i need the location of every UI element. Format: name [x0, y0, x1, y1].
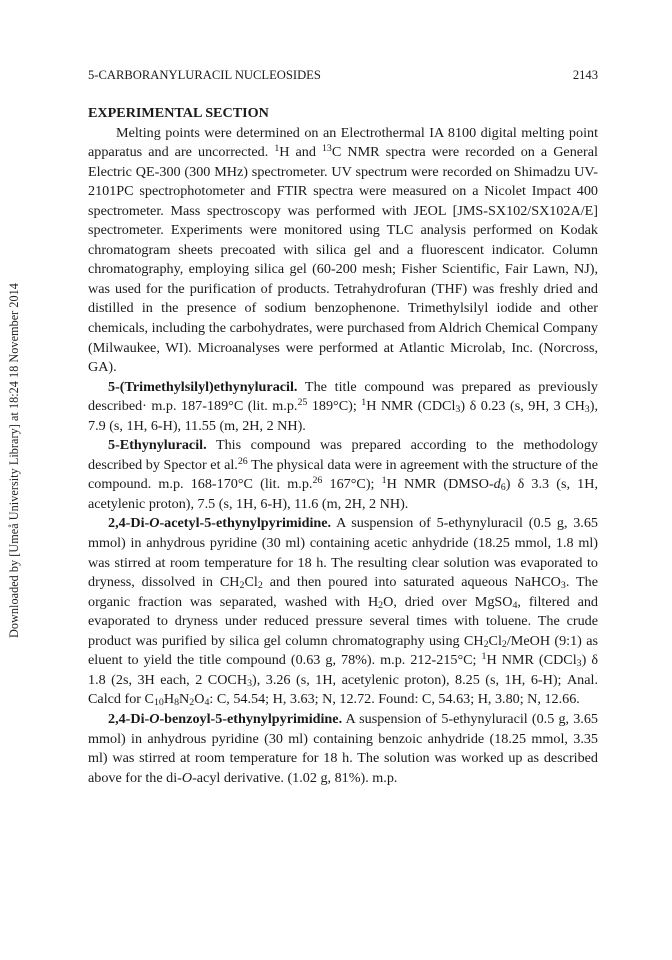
- paragraph-trimethylsilylethynyluracil: 5-(Trimethylsilyl)ethynyluracil. The title compound was prepared as previously described· m.p. 187-189°C (lit. m.p.$^{25}$ 189°C); $^1$H NMR (CDCl$_3$) δ 0.23 (s, 9H, 3 $CH_3$), 7.9 (s, 1H, 6-H), 11.55 (m, 2H, 2 NH).: [88, 378, 598, 434]
- running-title: 5-CARBORANYLURACIL NUCLEOSIDES: [88, 68, 321, 82]
- paragraph-diacetyl-ethynylpyrimidine: 2,4-Di-O-acetyl-5-ethynylpyrimidine. A suspension of 5-ethynyluracil (0.5 g, 3.65 mmol) in anhydrous pyridine (30 ml) containing acetic anhydride (18.25 mmol, 1.8 ml) was stirred at room temperature for 18 h. The resulting clear solution was evaporated to dryness, dissolved in $CH_2Cl_2$ and then poured into saturated aqueous NaHCO$_3$. The organic fraction was separated, washed with $H_2O$, dried over MgSO$_4$, filtered and evaporated to dryness under reduced pressure several times with toluene. The crude product was purified by silica gel column chromatography using $CH_2Cl_2$/MeOH (9:1) as eluent to yield the title compound (0.63 g, 78%). m.p. 212-215°C; $^1$H NMR (CDCl$_3$) δ 1.8 (2s, 3H each, 2 $COCH_3$), 3.26 (s, 1H, acetylenic proton), 8.25 (s, 1H, 6-H); Anal. Calcd for $C_{10}H_8N_2O_4$: C, 54.54; H, 3.63; N, 12.72. Found: C, 54.63; H, 3.80; N, 12.66.: [88, 515, 598, 709]
- compound-title: 5-Ethynyluracil.: [108, 437, 207, 454]
- compound-title: 2,4-Di-O-acetyl-5-ethynylpyrimidine.: [108, 515, 332, 532]
- paragraph-experimental-methods: Melting points were determined on an Electrothermal IA 8100 digital melting point apparatus and are uncorrected. $^1$H and $^{13}$C NMR spectra were recorded on a General Electric QE-300 (300 MHz) spectrometer. UV spectrum were recorded on Shimadzu UV-2101PC spectrophotometer and FTIR spectra were measured on a Nicolet Impact 400 spectrometer. Mass spectroscopy was performed with JEOL [JMS-SX102/SX102A/E] spectrometer. Experiments were monitored using TLC analysis performed on Kodak chromatogram sheets precoated with silica gel and a fluorescent indicator. Column chromatography, employing silica gel (60-200 mesh; Fisher Scientific, Fair Lawn, NJ), was used for the purification of products. Tetrahydrofuran (THF) was freshly dried and distilled in the presence of sodium benzophenone. Trimethylsilyl iodide and other chemicals, including the carbohydrates, were purchased from Aldrich Chemical Company (Milwaukee, WI). Microanalyses were performed at Atlantic Microlab, Inc. (Norcross, GA).: [88, 124, 598, 376]
- download-note: Downloaded by [Umeå University Library] at 18:24 18 November 2014: [6, 282, 21, 638]
- compound-title: 5-(Trimethylsilyl)ethynyluracil.: [108, 378, 298, 395]
- body-text: [88, 104, 598, 788]
- paragraph-dibenzoyl-ethynylpyrimidine: 2,4-Di-O-benzoyl-5-ethynylpyrimidine. A suspension of 5-ethynyluracil (0.5 g, 3.65 mmol) in anhydrous pyridine (30 ml) containing benzoic anhydride (18.25 mmol, 3.35 ml) was stirred at room temperature for 18 h. The solution was worked up as described above for the di-O-acyl derivative. (1.02 g, 81%). m.p.: [88, 710, 598, 786]
- paragraph-ethynyluracil: 5-Ethynyluracil. This compound was prepared according to the methodology described by Spector et al.$^{26}$ The physical data were in agreement with the structure of the compound. m.p. 168-170°C (lit. m.p.$^{26}$ 167°C); $^1$H NMR $(DMSO-d_6)$ δ 3.3 (s, 1H, acetylenic proton), 7.5 (s, 1H, 6-H), 11.6 (m, 2H, 2 NH).: [88, 437, 598, 512]
- download-watermark: [2, 190, 26, 730]
- page-header: [88, 68, 598, 83]
- section-heading: EXPERIMENTAL SECTION: [88, 105, 269, 121]
- page-number: 2143: [572, 68, 598, 82]
- compound-title: 2,4-Di-O-benzoyl-5-ethynylpyrimidine.: [108, 710, 343, 727]
